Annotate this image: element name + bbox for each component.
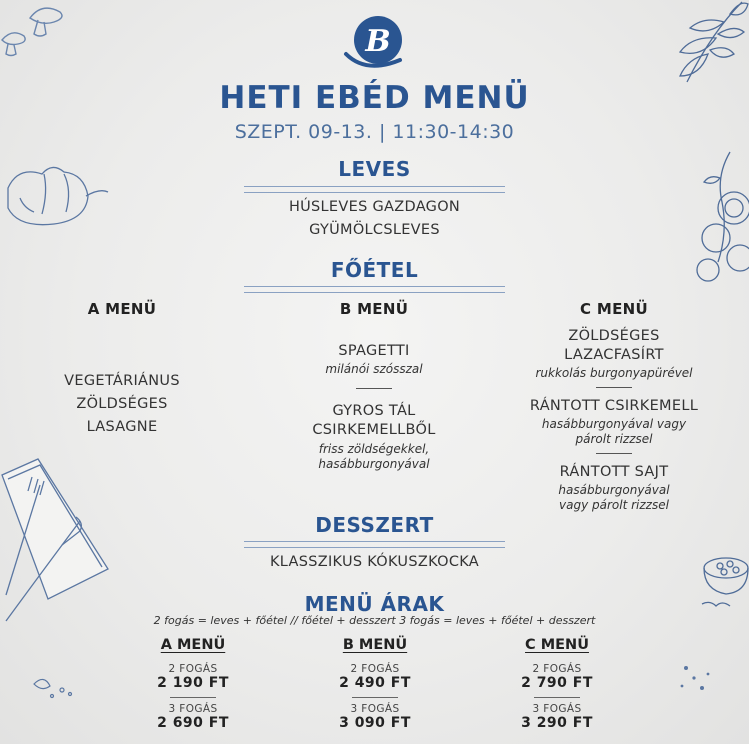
section-leves-heading: LEVES <box>338 157 411 181</box>
menu-b-column <box>274 300 474 472</box>
price-value: 3 290 FT <box>521 715 593 731</box>
dish-note: rukkolás burgonyapürével <box>535 366 693 380</box>
price-divider <box>170 697 216 698</box>
date-time-subtitle: SZEPT. 09-13. | 11:30-14:30 <box>234 121 515 143</box>
dish-note: hasábburgonyával <box>318 457 430 471</box>
price-value: 2 490 FT <box>339 675 411 691</box>
dish-line: VEGETÁRIÁNUS <box>64 373 180 389</box>
page-title: HETI EBÉD MENÜ <box>219 80 530 116</box>
dish-name: CSIRKEMELLBŐL <box>312 422 436 438</box>
price-label: 2 FOGÁS <box>168 663 218 675</box>
section-divider <box>244 286 505 293</box>
dish-name: LAZACFASÍRT <box>564 347 664 363</box>
menu-b-heading: B MENÜ <box>339 300 409 318</box>
dish-note: vagy párolt rizzsel <box>559 498 669 512</box>
menu-a-column <box>22 300 222 439</box>
dish-name: GYROS TÁL <box>332 403 416 419</box>
dish-note: friss zöldségekkel, <box>318 442 430 456</box>
section-foetel-heading: FŐÉTEL <box>330 258 419 282</box>
dessert-item: KLASSZIKUS KÓKUSZKOCKA <box>269 554 480 570</box>
section-divider <box>244 541 505 548</box>
course-formula: 2 fogás = leves + főétel // főétel + desszert 3 fogás = leves + főétel + desszert <box>153 614 596 627</box>
dish-line: ZÖLDSÉGES <box>76 396 168 412</box>
dish-name: ZÖLDSÉGES <box>568 328 660 344</box>
price-label: 2 FOGÁS <box>532 663 582 675</box>
dish-separator <box>596 453 632 454</box>
section-divider <box>244 186 505 193</box>
menu-a-heading: A MENÜ <box>87 300 157 318</box>
price-divider <box>534 697 580 698</box>
brand-logo <box>340 10 410 76</box>
price-label: 3 FOGÁS <box>350 703 400 715</box>
price-label: 3 FOGÁS <box>168 703 218 715</box>
menu-c-heading: C MENÜ <box>580 300 648 318</box>
price-column-a <box>128 637 258 731</box>
price-divider <box>352 697 398 698</box>
price-label: 3 FOGÁS <box>532 703 582 715</box>
price-column-heading: B MENÜ <box>342 637 408 653</box>
mushroom-icon <box>0 0 90 70</box>
menu-c-column <box>514 300 714 513</box>
price-value: 2 190 FT <box>157 675 229 691</box>
dish-note: párolt rizzsel <box>575 432 653 446</box>
dish-name: RÁNTOTT CSIRKEMELL <box>529 398 699 414</box>
dish-name: RÁNTOTT SAJT <box>559 464 669 480</box>
price-column-b <box>310 637 440 731</box>
price-column-heading: A MENÜ <box>160 637 226 653</box>
spice-dots-icon <box>672 660 722 700</box>
menu-a-dish <box>22 370 222 439</box>
dish-separator <box>356 388 392 389</box>
price-value: 2 790 FT <box>521 675 593 691</box>
soup-item: GYÜMÖLCSLEVES <box>309 222 440 238</box>
dish-separator <box>596 387 632 388</box>
price-value: 3 090 FT <box>339 715 411 731</box>
section-desszert-heading: DESSZERT <box>315 513 434 537</box>
dish-name: SPAGETTI <box>338 343 410 359</box>
section-arak-heading: MENÜ ÁRAK <box>304 592 445 616</box>
herb-sprig-icon <box>30 672 80 702</box>
price-column-heading: C MENÜ <box>525 637 589 653</box>
price-value: 2 690 FT <box>157 715 229 731</box>
dish-note: hasábburgonyával vagy <box>541 417 687 431</box>
soup-item: HÚSLEVES GAZDAGON <box>288 199 461 215</box>
price-label: 2 FOGÁS <box>350 663 400 675</box>
price-column-c <box>492 637 622 731</box>
logo-letter: B <box>365 24 391 59</box>
dish-note: milánói szósszal <box>325 362 423 376</box>
dish-line: LASAGNE <box>86 419 158 435</box>
dish-note: hasábburgonyával <box>558 483 670 497</box>
